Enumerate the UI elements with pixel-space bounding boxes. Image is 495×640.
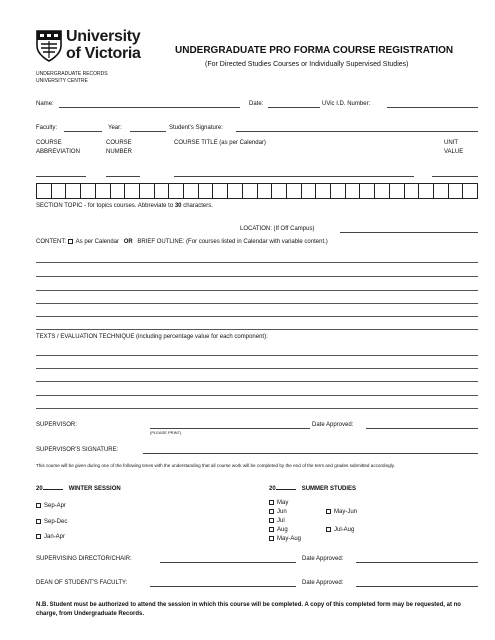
unit-label-2: VALUE: [444, 149, 464, 155]
year-label: Year:: [108, 125, 122, 131]
content-row: [36, 238, 328, 246]
texts-line-3[interactable]: [36, 381, 478, 382]
section-topic-label: [36, 202, 213, 210]
student-signature-field[interactable]: [236, 131, 478, 132]
name-label: Name:: [36, 101, 54, 107]
brief-outline-label: BRIEF OUTLINE: (For courses listed in Calendar with variable content.): [137, 239, 328, 245]
option-label: Jun: [277, 509, 287, 515]
option-label: May: [277, 500, 289, 506]
content-label: CONTENT:: [36, 239, 66, 245]
faculty-label: Faculty:: [36, 125, 58, 131]
course-title-label: COURSE TITLE (as per Calendar): [174, 140, 266, 146]
winter-heading: [36, 483, 121, 493]
winter-year-prefix: 20: [36, 486, 43, 492]
dept-line1: UNDERGRADUATE RECORDS: [36, 71, 108, 77]
option-label: Sep-Dec: [44, 519, 68, 525]
name-field[interactable]: [59, 107, 240, 108]
dean-date-approved-field[interactable]: [356, 586, 478, 587]
student-signature-label: Student's Signature:: [169, 125, 223, 131]
checkbox[interactable]: [269, 509, 274, 514]
summer-option-may[interactable]: [269, 499, 288, 507]
winter-option-sep-apr[interactable]: [36, 502, 66, 510]
course-title-field[interactable]: [174, 176, 414, 177]
summer-option-may-jun[interactable]: [326, 508, 357, 516]
checkbox[interactable]: [36, 534, 41, 539]
checkbox[interactable]: [326, 527, 331, 532]
checkbox[interactable]: [36, 519, 41, 524]
course-abbr-label-1: COURSE: [36, 140, 62, 146]
date-field[interactable]: [268, 107, 320, 108]
year-field[interactable]: [130, 131, 166, 132]
supervisor-name-field[interactable]: [150, 428, 310, 429]
supervisor-date-approved-field[interactable]: [366, 428, 478, 429]
summer-year-field[interactable]: [276, 483, 296, 490]
checkbox[interactable]: [36, 503, 41, 508]
faculty-field[interactable]: [64, 131, 102, 132]
director-date-approved-label: Date Approved:: [302, 556, 344, 562]
please-print-label: (PLEASE PRINT): [150, 430, 182, 435]
option-label: May-Aug: [277, 536, 302, 542]
supervisor-signature-label: SUPERVISOR'S SIGNATURE:: [36, 447, 119, 453]
content-line-3[interactable]: [36, 290, 478, 291]
supervisor-date-approved-label: Date Approved:: [312, 422, 354, 428]
as-per-calendar-label: As per Calendar: [75, 239, 120, 245]
section-topic-count: 30: [174, 203, 182, 209]
winter-option-jan-apr[interactable]: [36, 533, 65, 541]
dean-field[interactable]: [150, 586, 296, 587]
course-abbr-label-2: ABBREVIATION: [36, 149, 80, 155]
university-logo: [36, 28, 148, 66]
university-name-line1: University: [66, 28, 141, 45]
university-name-line2: of Victoria: [66, 45, 141, 62]
texts-line-4[interactable]: [36, 395, 478, 396]
dean-label: DEAN OF STUDENT'S FACULTY:: [36, 580, 128, 586]
winter-option-sep-dec[interactable]: [36, 518, 67, 526]
location-field[interactable]: [340, 232, 478, 233]
summer-option-may-aug[interactable]: [269, 535, 301, 543]
page-title: UNDERGRADUATE PRO FORMA COURSE REGISTRATION: [175, 45, 454, 56]
section-topic-prefix: SECTION TOPIC - for topics courses. Abbreviate to: [36, 203, 175, 209]
option-label: Jul: [277, 518, 285, 524]
summer-option-jun[interactable]: [269, 508, 287, 516]
section-topic-suffix: characters.: [181, 203, 213, 209]
content-line-6[interactable]: [36, 329, 478, 330]
shield-crest-icon: [36, 30, 62, 62]
option-label: Jan-Apr: [44, 534, 66, 540]
summer-option-jul-aug[interactable]: [326, 526, 354, 534]
or-label: OR: [123, 239, 133, 245]
content-line-2[interactable]: [36, 276, 478, 277]
supervisor-label: SUPERVISOR:: [36, 422, 77, 428]
director-field[interactable]: [160, 562, 296, 563]
course-num-label-2: NUMBER: [106, 149, 133, 155]
page-subtitle: (For Directed Studies Courses or Individually Supervised Studies): [205, 61, 409, 68]
footer-note: N.B. Student must be authorized to attend the session in which this course will be completed. A copy of this completed form may be requested, at no charge, from Undergraduate Records.: [36, 602, 461, 617]
term-notice: This course will be given during one of the following times with the understanding that all course work will be completed by the end of the term and grades submitted accordingly.: [36, 463, 395, 468]
summer-heading: [269, 483, 356, 493]
content-line-1[interactable]: [36, 262, 478, 263]
summer-option-aug[interactable]: [269, 526, 288, 534]
checkbox[interactable]: [269, 518, 274, 523]
course-abbr-field[interactable]: [36, 176, 86, 177]
option-label: Sep-Apr: [44, 503, 67, 509]
checkbox[interactable]: [269, 527, 274, 532]
checkbox[interactable]: [326, 509, 331, 514]
date-label: Date:: [249, 101, 264, 107]
checkbox[interactable]: [269, 500, 274, 505]
summer-heading-label: SUMMER STUDIES: [301, 486, 357, 492]
summer-year-prefix: 20: [269, 486, 276, 492]
option-label: Aug: [277, 527, 288, 533]
director-date-approved-field[interactable]: [356, 562, 478, 563]
option-label: Jul-Aug: [334, 527, 355, 533]
unit-value-field[interactable]: [432, 176, 478, 177]
director-label: SUPERVISING DIRECTOR/CHAIR:: [36, 556, 132, 562]
summer-option-jul[interactable]: [269, 517, 285, 525]
winter-year-field[interactable]: [43, 483, 63, 490]
course-num-label-1: COURSE: [106, 140, 132, 146]
uvic-id-label: UVic I.D. Number:: [322, 101, 371, 107]
texts-line-1[interactable]: [36, 355, 478, 356]
checkbox[interactable]: [269, 536, 274, 541]
supervisor-signature-field[interactable]: [143, 453, 478, 454]
option-label: May-Jun: [334, 509, 358, 515]
course-num-field[interactable]: [106, 176, 140, 177]
texts-line-2[interactable]: [36, 368, 478, 369]
unit-label-1: UNIT: [444, 140, 458, 146]
content-line-4[interactable]: [36, 303, 478, 304]
texts-line-5[interactable]: [36, 408, 478, 409]
dept-line2: UNIVERSITY CENTRE: [36, 78, 88, 84]
texts-evaluation-label: TEXTS / EVALUATION TECHNIQUE (including percentage value for each component):: [36, 334, 268, 340]
location-label: LOCATION: (If Off Campus): [240, 226, 315, 232]
winter-heading-label: WINTER SESSION: [68, 486, 121, 492]
dean-date-approved-label: Date Approved:: [302, 580, 344, 586]
section-topic-grid[interactable]: [36, 183, 478, 199]
content-line-5[interactable]: [36, 316, 478, 317]
uvic-id-field[interactable]: [387, 107, 478, 108]
as-per-calendar-checkbox[interactable]: [68, 239, 73, 244]
